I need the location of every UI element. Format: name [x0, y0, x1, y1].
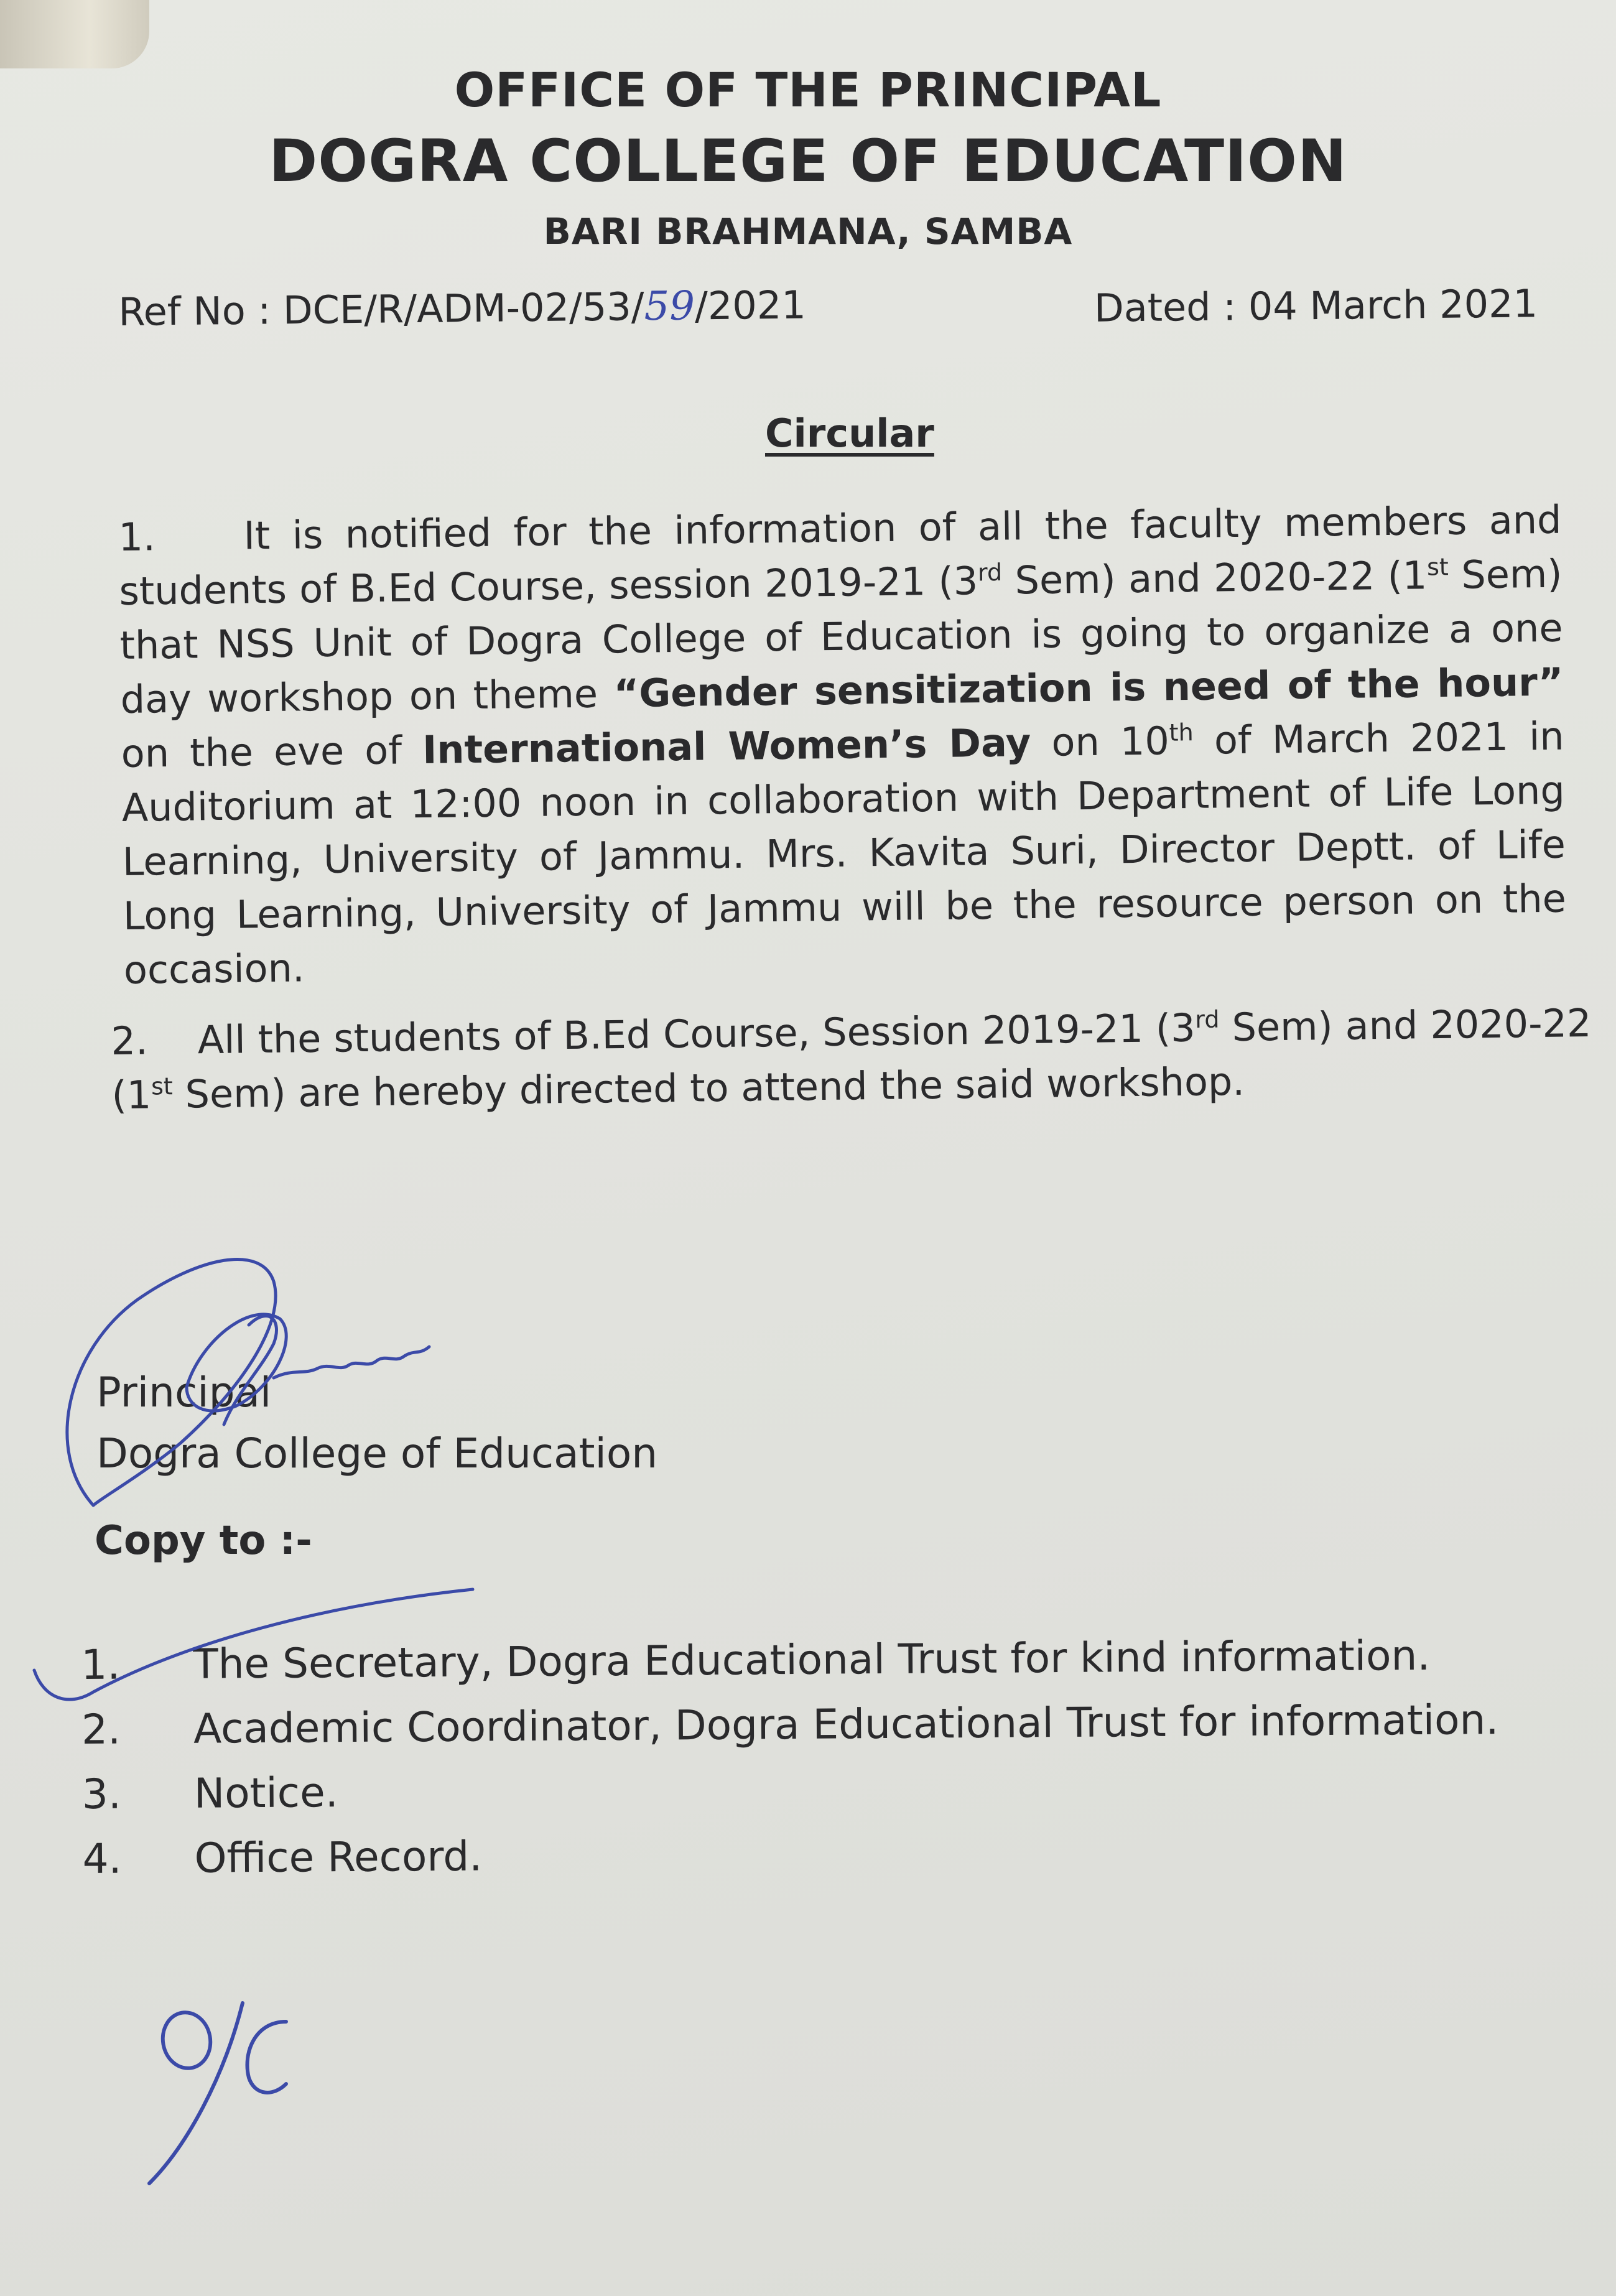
list-item-text: Notice. — [193, 1768, 338, 1818]
college-name-heading: DOGRA COLLEGE OF EDUCATION — [269, 128, 1347, 195]
list-item — [82, 1817, 1500, 1892]
paragraph-2-text: Sem) are hereby directed to attend the said workshop. — [172, 1058, 1245, 1117]
reference-suffix: /2021 — [694, 282, 807, 329]
event-name: International Women’s Day — [422, 720, 1031, 773]
list-item-text: Office Record. — [194, 1832, 483, 1882]
ordinal-suffix: rd — [1195, 1005, 1220, 1034]
copy-to-title: Copy to :- — [95, 1518, 312, 1564]
paragraph-1-text: on 10 — [1030, 718, 1170, 766]
handwritten-reference-number: 59 — [644, 283, 695, 330]
list-item-number: 3. — [81, 1770, 122, 1818]
paragraph-2-number: 2. — [111, 1018, 149, 1064]
date-line: Dated : 04 March 2021 — [1094, 281, 1538, 331]
reference-number — [118, 282, 806, 335]
list-item-number: 1. — [81, 1640, 121, 1689]
list-item-number: 2. — [81, 1705, 121, 1754]
paragraph-1-text: Sem) and 2020-22 (1 — [1001, 552, 1428, 603]
paragraph-1-text: of March 2021 in Auditorium at 12:00 noon in collaboration with Department of Life Long Learning, University of Jammu. Mrs. Kavita Suri, Director Deptt. of Life Long Learning, University of Jammu will be the resource person on the occasion. — [121, 713, 1567, 993]
circular-title: Circular — [765, 411, 934, 456]
binding-string — [0, 0, 149, 68]
paragraph-1-text: on the eve of — [121, 727, 423, 776]
paragraph-1-number: 1. — [118, 514, 156, 560]
paragraph-1-text: Sem) that NSS Unit of Dogra College of Education is going to organize a one day workshop on theme — [119, 551, 1563, 722]
paragraph-2-text: All the students of B.Ed Course, Session 2019-21 (3 — [197, 1005, 1196, 1063]
list-item — [81, 1623, 1498, 1698]
workshop-theme: “Gender sensitization is need of the hour” — [613, 659, 1564, 717]
paragraph-1 — [118, 493, 1567, 997]
signatory-title: Principal — [96, 1369, 272, 1416]
list-item-text: Academic Coordinator, Dogra Educational Trust for information. — [193, 1696, 1499, 1753]
handwritten-oc-annotation — [149, 2003, 286, 2183]
signatory-institution: Dogra College of Education — [96, 1429, 658, 1477]
ordinal-suffix: rd — [977, 558, 1003, 587]
ordinal-suffix: th — [1169, 718, 1194, 746]
list-item — [81, 1688, 1499, 1762]
ordinal-suffix: st — [1426, 553, 1449, 581]
paragraph-1-text: It is notified for the information of all the faculty members and students of B.Ed Course, session 2019-21 (3 — [119, 496, 1562, 614]
ordinal-suffix: st — [151, 1072, 174, 1100]
copy-to-list — [81, 1623, 1500, 1892]
reference-prefix: Ref No : DCE/R/ADM-02/53/ — [118, 284, 644, 335]
list-item — [81, 1752, 1499, 1827]
college-address: BARI BRAHMANA, SAMBA — [543, 210, 1073, 253]
office-heading: OFFICE OF THE PRINCIPAL — [454, 62, 1162, 118]
list-item-text: The Secretary, Dogra Educational Trust for kind information. — [193, 1631, 1431, 1688]
signature-block — [96, 1362, 657, 1484]
paragraph-2 — [111, 996, 1592, 1122]
list-item-number: 4. — [82, 1834, 122, 1883]
paragraph-2-text: Sem) and 2020-22 (1 — [111, 1000, 1592, 1118]
